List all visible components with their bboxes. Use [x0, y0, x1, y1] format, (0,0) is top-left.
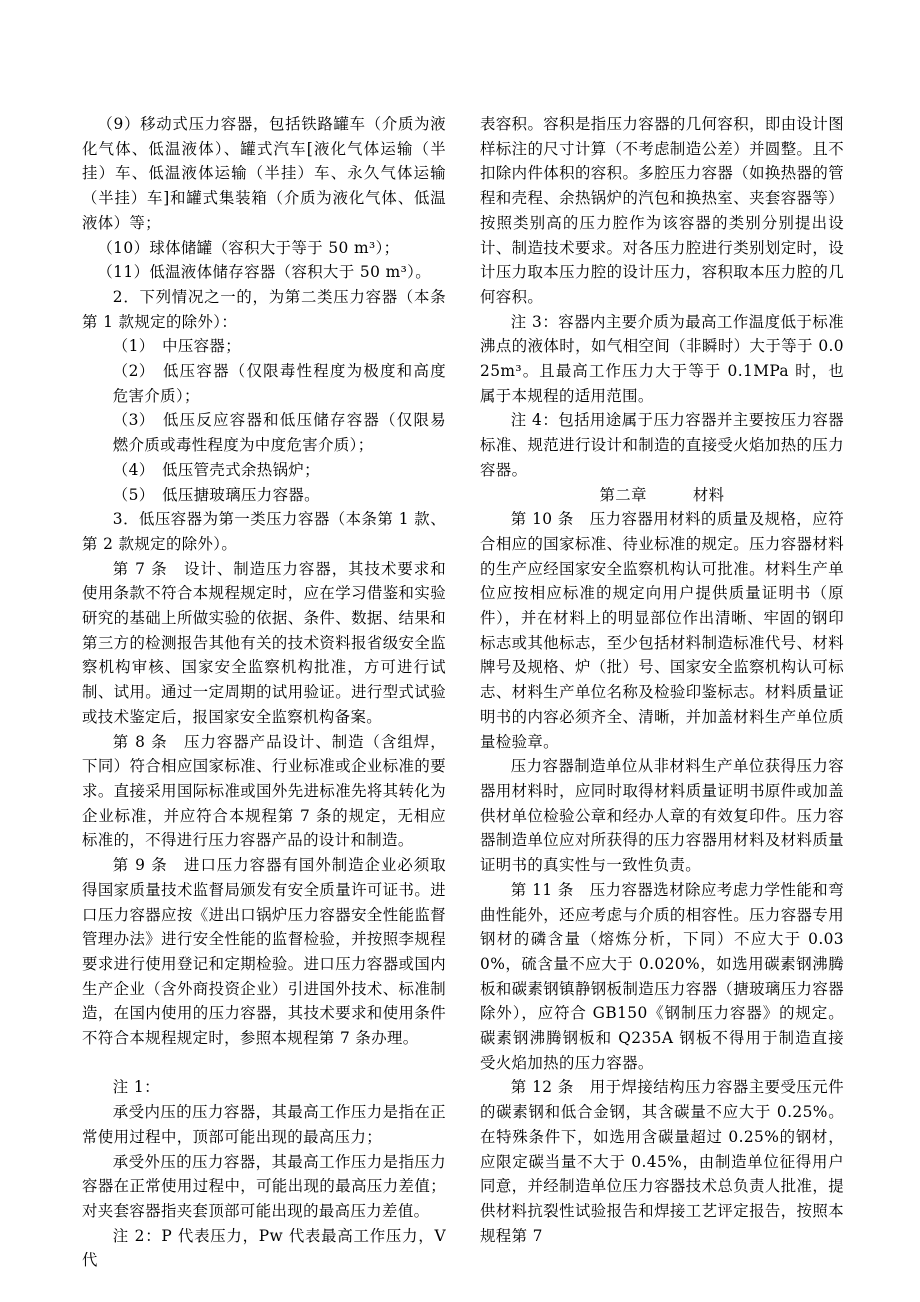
list-item [82, 483, 446, 508]
article-12: 第 12 条 用于焊接结构压力容器主要受压元件的碳素钢和低合金钢，其含碳量不应大于 0.25%。在特殊条件下，如选用含碳量超过 0.25%的钢材，应限定碳当量不大于 0.45%，由制造单位征得用户同意，并经制造单位压力容器技术总负责人批准，提供材料抗裂性试验报告和焊接工艺评定报告，按照本规程第 7 [480, 1078, 844, 1245]
note-2-continued: 表容积。容积是指压力容器的几何容积，即由设计图样标注的尺寸计算（不考虑制造公差）并圆整。且不扣除内件体积的容积。多腔压力容器（如换热器的管程和壳程、余热锅炉的汽包和换热室、夹套容器等）按照类别高的压力腔作为该容器的类别分别提出设计、制造技术要求。对各压力腔进行类别划定时，设计压力取本压力腔的设计压力，容积取本压力腔的几何容积。 [480, 115, 844, 306]
chapter-number: 第二章 [599, 485, 647, 504]
list-item [82, 458, 446, 483]
note-1-title: 注 1： [112, 1078, 160, 1097]
paragraph-spherical-tank: （10）球体储罐（容积大于等于 50 m³）； [97, 238, 400, 257]
paragraph-low-temp-storage: （11）低温液体储存容器（容积大于 50 m³）。 [97, 263, 432, 282]
chapter-title: 材料 [692, 485, 725, 504]
list-item-label: （5） [112, 485, 155, 504]
note-4: 注 4：包括用途属于压力容器并主要按压力容器标准、规范进行设计和制造的直接受火焰加热的压力容器。 [480, 411, 844, 479]
list-item-text: 中压容器； [162, 337, 242, 356]
right-column [480, 112, 844, 1302]
left-column [82, 112, 446, 1302]
spacer [82, 1051, 446, 1076]
article-10: 第 10 条 压力容器用材料的质量及规格，应符合相应的国家标准、待业标准的规定。压力容器材料的生产应经国家安全监察机构认可批准。材料生产单位应按相应标准的规定向用户提供质量证明书（原件），并在材料上的明显部位作出清晰、牢固的钢印标志或其他标志，至少包括材料制造标准代号、材料牌号及规格、炉（批）号、国家安全监察机构认可标志、材料生产单位名称及检验印鉴标志。材料质量证明书的内容必须齐全、清晰，并加盖材料生产单位质量检验章。 [480, 510, 844, 751]
paragraph-class-one: 3．低压容器为第一类压力容器（本条第 1 款、第 2 款规定的除外）。 [82, 510, 446, 553]
list-item-text: 低压反应容器和低压储存容器（仅限易燃介质或毒性程度为中度危害介质）； [112, 411, 446, 455]
note-1-internal-pressure: 承受内压的压力容器，其最高工作压力是指在正常使用过程中，顶部可能出现的最高压力； [82, 1103, 446, 1146]
chapter-heading [480, 483, 844, 508]
list-item-text: 低压容器（仅限毒性程度为极度和高度危害介质）； [112, 362, 446, 405]
article-10-continued: 压力容器制造单位从非材料生产单位获得压力容器用材料时，应同时取得材料质量证明书原件或加盖供材单位检验公章和经办人章的有效复印件。压力容器制造单位应对所获得的压力容器用材料及材料质量证明书的真实性与一致性负责。 [480, 757, 844, 875]
list-item-label: （3） [112, 411, 155, 430]
list-item-text: 低压搪玻璃压力容器。 [162, 485, 320, 504]
note-3: 注 3：容器内主要介质为最高工作温度低于标准沸点的液体时，如气相空间（非瞬时）大于等于 0.025m³。且最高工作压力大于等于 0.1MPa 时，也属于本规程的适用范围。 [480, 312, 844, 405]
list-item-text: 低压管壳式余热锅炉； [162, 460, 320, 479]
list-item [82, 408, 446, 457]
article-9: 第 9 条 进口压力容器有国外制造企业必须取得国家质量技术监督局颁发有安全质量许可证书。进口压力容器应按《进出口锅炉压力容器安全性能监督管理办法》进行安全性能的监督检验，并按照李规程要求进行使用登记和定期检验。进口压力容器或国内生产企业（含外商投资企业）引进国外技术、标准制造，在国内使用的压力容器，其技术要求和使用条件不符合本规程规定时，参照本规程第 7 条办理。 [82, 856, 446, 1048]
list-item-label: （1） [112, 337, 155, 356]
list-item-label: （2） [112, 362, 155, 381]
paragraph-class-two: 2．下列情况之一的，为第二类压力容器（本条第 1 款规定的除外）： [82, 287, 446, 331]
note-1-external-pressure: 承受外压的压力容器，其最高工作压力是指压力容器在正常使用过程中，可能出现的最高压力差值；对夹套容器指夹套顶部可能出现的最高压力差值。 [82, 1152, 446, 1220]
paragraph-mobile-vessels: （9）移动式压力容器，包括铁路罐车（介质为液化气体、低温液体）、罐式汽车[液化气体运输（半挂）车、低温液体运输（半挂）车、永久气体运输（半挂）车]和罐式集装箱（介质为液化气体、低温液体）等； [82, 115, 446, 232]
article-8: 第 8 条 压力容器产品设计、制造（含组焊，下同）符合相应国家标准、行业标准或企业标准的要求。直接采用国际标准或国外先进标准先将其转化为企业标准，并应符合本规程第 7 条的规定，无相应标准的，不得进行压力容器产品的设计和制造。 [82, 732, 446, 850]
article-7: 第 7 条 设计、制造压力容器，其技术要求和使用条款不符合本规程规定时，应在学习借鉴和实验研究的基础上所做实验的依据、条件、数据、结果和第三方的检测报告其他有关的技术资料报省级安全监察机构审核、国家安全监察机构批准，方可进行试制、试用。通过一定周期的试用验证。进行型式试验或技术鉴定后，报国家安全监察机构备案。 [82, 559, 446, 726]
list-item-label: （4） [112, 460, 155, 479]
article-11: 第 11 条 压力容器选材除应考虑力学性能和弯曲性能外，还应考虑与介质的相容性。压力容器专用钢材的磷含量（熔炼分析，下同）不应大于 0.030%，硫含量不应大于 0.020%，如选用碳素钢沸腾板和碳素钢镇静钢板制造压力容器（搪玻璃压力容器除外），应符合 GB150《钢制压力容器》的规定。碳素钢沸腾钢板和 Q235A 钢板不得用于制造直接受火焰加热的压力容器。 [480, 880, 844, 1072]
list-item [82, 334, 446, 359]
note-2-start: 注 2：P 代表压力，Pw 代表最高工作压力，V 代 [82, 1226, 446, 1270]
list-item [82, 359, 446, 408]
